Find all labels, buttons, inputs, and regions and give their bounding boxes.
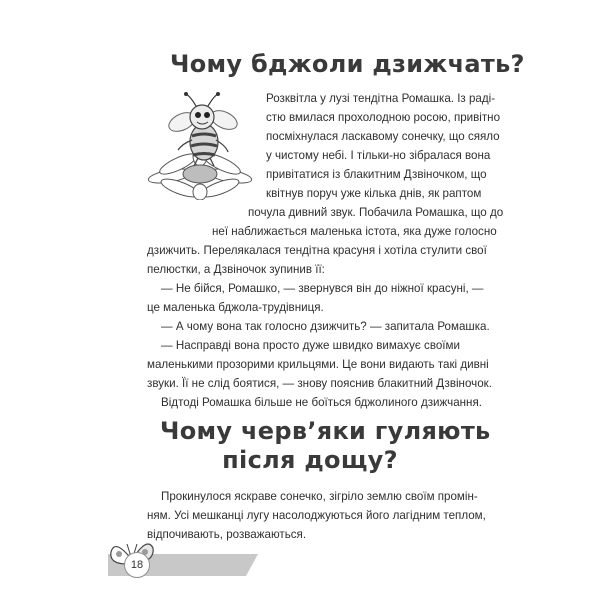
paragraph-line: привітатися із блакитним Дзвіночком, що (266, 168, 487, 181)
paragraph-line: почула дивний звук. Побачила Ромашка, що до (248, 206, 504, 219)
paragraph-line: відпочивають, розважаються. (147, 528, 307, 541)
paragraph-line: — Насправді вона просто дуже швидко вимахує своїми (161, 339, 460, 352)
paragraph-line: квітнув поруч уже кілька днів, як раптом (266, 187, 482, 200)
paragraph-line: пелюстки, а Дзвіночок зупинив її: (147, 263, 325, 276)
paragraph-line: посміхнулася ласкавому сонечку, що сяяло (266, 130, 500, 143)
paragraph-line: Розквітла у лузі тендітна Ромашка. Із раді- (266, 92, 496, 105)
section-title-worms-line1: Чому черв’яки гуляють (160, 417, 491, 445)
paragraph-line: — А чому вона так голосно дзижчить? — запитала Ромашка. (161, 320, 490, 333)
paragraph-line: це маленька бджола-трудівниця. (147, 301, 324, 314)
paragraph-line: у чистому небі. І тільки-но зібралася вона (266, 149, 491, 162)
paragraph-line: — Не бійся, Ромашко, — звернувся він до ніжної красуні, — (161, 282, 484, 295)
paragraph-line: ням. Усі мешканці лугу насолоджуються його лагідним теплом, (147, 509, 486, 522)
paragraph-line: неї наближається маленька істота, яка дуже голосно (212, 225, 497, 238)
paragraph-line: Прокинулося яскраве сонечко, зігріло землю своїм промін- (161, 490, 478, 503)
section-title-bees: Чому бджоли дзижчать? (170, 50, 525, 78)
bee-on-daisy-illustration (132, 92, 260, 200)
paragraph-line: звуки. Її не слід боятися, — знову пояснив блакитний Дзвіночок. (147, 377, 492, 390)
paragraph-line: стю вмилася прохолодною росою, привітно (266, 111, 501, 124)
paragraph-line: Відтоді Ромашка більше не боїться бджолиного дзижчання. (161, 396, 482, 409)
page-number: 18 (124, 552, 150, 578)
paragraph-line: маленькими прозорими крильцями. Це вони видають такі дивні (147, 358, 489, 371)
paragraph-line: дзижчить. Перелякалася тендітна красуня і хотіла стулити свої (147, 244, 487, 257)
section-title-worms-line2: після дощу? (222, 446, 398, 474)
